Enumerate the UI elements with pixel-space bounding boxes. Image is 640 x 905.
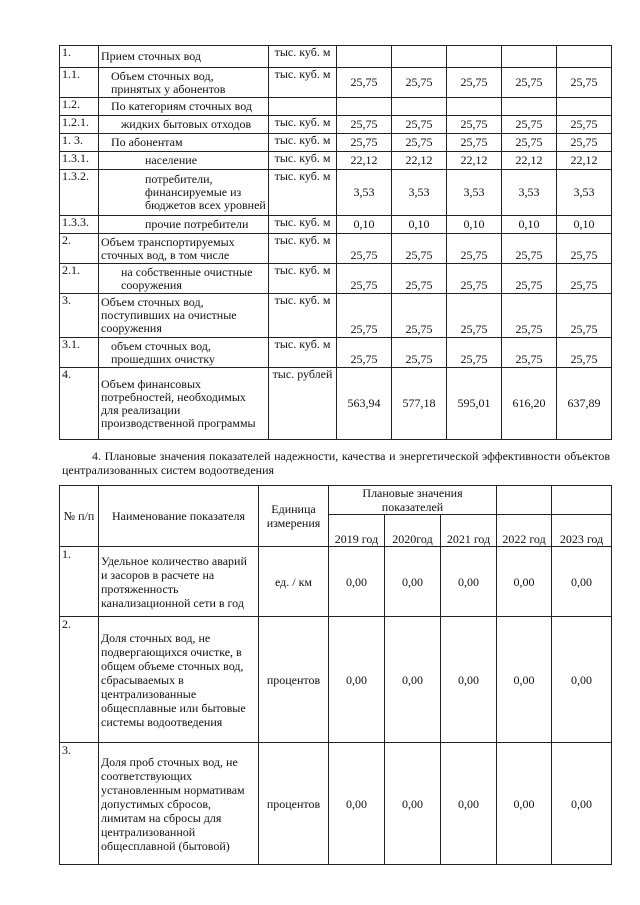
row-name: прочие потребители <box>99 216 269 234</box>
header-year: 2022 год <box>497 515 552 547</box>
row-name: Прием сточных вод <box>99 46 269 68</box>
row-number: 2. <box>60 234 99 264</box>
table-row <box>60 46 612 68</box>
row-value: 25,75 <box>392 234 447 264</box>
row-value: 0,00 <box>441 617 497 743</box>
row-value: 0,00 <box>441 547 497 617</box>
row-name: Доля проб сточных вод, не соответствующих установленным нормативам допустимых сбросов, лимитам на сбросы для централизованной общесплавной (бытовой) <box>99 743 259 865</box>
row-unit: тыс. куб. м <box>269 134 337 152</box>
table-row <box>60 617 612 743</box>
row-value: 22,12 <box>502 152 557 170</box>
row-value: 25,75 <box>557 116 612 134</box>
header-year: 2020год <box>385 515 441 547</box>
row-value: 25,75 <box>337 338 392 368</box>
row-value: 25,75 <box>447 234 502 264</box>
row-value <box>502 46 557 68</box>
row-value: 25,75 <box>502 338 557 368</box>
row-name: население <box>99 152 269 170</box>
row-value: 25,75 <box>447 338 502 368</box>
row-value: 22,12 <box>337 152 392 170</box>
row-value: 22,12 <box>447 152 502 170</box>
table-row <box>60 170 612 216</box>
row-value: 25,75 <box>502 294 557 338</box>
row-unit: тыс. куб. м <box>269 46 337 68</box>
row-value <box>392 98 447 116</box>
row-value <box>337 98 392 116</box>
row-value: 577,18 <box>392 368 447 440</box>
row-value: 0,00 <box>385 547 441 617</box>
table-row <box>60 116 612 134</box>
row-value: 25,75 <box>557 234 612 264</box>
row-value: 3,53 <box>502 170 557 216</box>
header-num: № п/п <box>60 486 99 547</box>
row-value: 3,53 <box>337 170 392 216</box>
row-name: Доля сточных вод, не подвергающихся очистке, в общем объеме сточных вод, сбрасываемых в централизованные общесплавные или бытовые системы водоотведения <box>99 617 259 743</box>
row-name: По абонентам <box>99 134 269 152</box>
row-value: 25,75 <box>392 134 447 152</box>
row-value: 563,94 <box>337 368 392 440</box>
table-row <box>60 234 612 264</box>
row-unit: тыс. куб. м <box>269 216 337 234</box>
row-value: 25,75 <box>337 68 392 98</box>
row-number: 2.1. <box>60 264 99 294</box>
row-value: 25,75 <box>502 116 557 134</box>
row-value: 0,00 <box>329 743 385 865</box>
row-value: 3,53 <box>557 170 612 216</box>
row-number: 1.2. <box>60 98 99 116</box>
row-value: 0,10 <box>337 216 392 234</box>
row-unit: ед. / км <box>259 547 329 617</box>
row-value <box>447 98 502 116</box>
row-number: 3. <box>60 294 99 338</box>
row-number: 1. <box>60 547 99 617</box>
row-value <box>447 46 502 68</box>
row-value <box>557 46 612 68</box>
row-value: 25,75 <box>557 294 612 338</box>
row-value: 25,75 <box>557 134 612 152</box>
row-value: 22,12 <box>557 152 612 170</box>
table-row <box>60 68 612 98</box>
row-unit: тыс. куб. м <box>269 234 337 264</box>
row-name: потребители, финансируемые из бюджетов всех уровней <box>99 170 269 216</box>
row-unit: процентов <box>259 743 329 865</box>
row-value: 3,53 <box>447 170 502 216</box>
table-row <box>60 264 612 294</box>
row-name: на собственные очистные сооружения <box>99 264 269 294</box>
table-row <box>60 368 612 440</box>
row-unit: тыс. куб. м <box>269 170 337 216</box>
row-value: 25,75 <box>447 68 502 98</box>
row-value: 25,75 <box>392 68 447 98</box>
row-value: 25,75 <box>392 264 447 294</box>
row-value <box>502 98 557 116</box>
row-value: 0,00 <box>385 743 441 865</box>
header-year: 2021 год <box>441 515 497 547</box>
row-unit: тыс. куб. м <box>269 264 337 294</box>
row-value <box>392 46 447 68</box>
row-value: 0,00 <box>552 743 612 865</box>
section-heading: 4. Плановые значения показателей надежности, качества и энергетической эффективности объектов централизованных систем водоотведения <box>62 449 610 477</box>
row-value: 25,75 <box>392 338 447 368</box>
row-value: 22,12 <box>392 152 447 170</box>
production-program-table <box>59 45 612 440</box>
row-name: По категориям сточных вод <box>99 98 269 116</box>
row-value: 0,00 <box>552 547 612 617</box>
table-row <box>60 294 612 338</box>
row-value: 25,75 <box>447 264 502 294</box>
row-number: 1.1. <box>60 68 99 98</box>
row-unit: тыс. рублей <box>269 368 337 440</box>
row-value: 25,75 <box>557 338 612 368</box>
row-unit: процентов <box>259 617 329 743</box>
header-blank <box>497 486 552 515</box>
header-planned-values: Плановые значения показателей <box>329 486 497 515</box>
row-value: 3,53 <box>392 170 447 216</box>
row-value: 25,75 <box>502 234 557 264</box>
table-row <box>60 743 612 865</box>
row-value: 0,00 <box>329 617 385 743</box>
row-value: 0,10 <box>557 216 612 234</box>
row-name: Объем финансовых потребностей, необходимых для реализации производственной программы <box>99 368 269 440</box>
row-number: 1.3.1. <box>60 152 99 170</box>
row-value: 25,75 <box>392 294 447 338</box>
row-number: 1.3.2. <box>60 170 99 216</box>
header-unit: Единица измерения <box>259 486 329 547</box>
row-number: 2. <box>60 617 99 743</box>
table-row <box>60 152 612 170</box>
row-value: 0,10 <box>447 216 502 234</box>
table-row <box>60 338 612 368</box>
row-value: 25,75 <box>447 134 502 152</box>
row-unit: тыс. куб. м <box>269 116 337 134</box>
row-unit: тыс. куб. м <box>269 68 337 98</box>
row-value: 0,00 <box>497 743 552 865</box>
row-value: 0,00 <box>552 617 612 743</box>
row-number: 1.2.1. <box>60 116 99 134</box>
row-value: 25,75 <box>337 234 392 264</box>
table-row <box>60 134 612 152</box>
row-value: 0,00 <box>329 547 385 617</box>
row-name: Объем транспортируемых сточных вод, в том числе <box>99 234 269 264</box>
row-name: Удельное количество аварий и засоров в расчете на протяженность канализационной сети в год <box>99 547 259 617</box>
row-unit: тыс. куб. м <box>269 338 337 368</box>
row-number: 1.3.3. <box>60 216 99 234</box>
row-value: 25,75 <box>502 264 557 294</box>
row-number: 4. <box>60 368 99 440</box>
header-name: Наименование показателя <box>99 486 259 547</box>
row-value: 25,75 <box>557 68 612 98</box>
row-name: объем сточных вод, прошедших очистку <box>99 338 269 368</box>
row-unit: тыс. куб. м <box>269 152 337 170</box>
row-value: 0,00 <box>441 743 497 865</box>
row-value: 25,75 <box>337 116 392 134</box>
row-value: 0,00 <box>497 617 552 743</box>
row-value <box>557 98 612 116</box>
row-name: Объем сточных вод, принятых у абонентов <box>99 68 269 98</box>
row-name: жидких бытовых отходов <box>99 116 269 134</box>
row-value: 25,75 <box>447 116 502 134</box>
table-row <box>60 98 612 116</box>
header-blank <box>552 486 612 515</box>
header-year: 2023 год <box>552 515 612 547</box>
row-value: 25,75 <box>337 294 392 338</box>
row-value: 595,01 <box>447 368 502 440</box>
row-value: 25,75 <box>502 134 557 152</box>
row-value: 637,89 <box>557 368 612 440</box>
table-row <box>60 216 612 234</box>
table-row <box>60 547 612 617</box>
row-value: 0,00 <box>497 547 552 617</box>
indicators-table <box>59 485 612 865</box>
row-name: Объем сточных вод, поступивших на очистные сооружения <box>99 294 269 338</box>
row-value: 25,75 <box>392 116 447 134</box>
row-value <box>337 46 392 68</box>
row-value: 25,75 <box>447 294 502 338</box>
row-number: 1. <box>60 46 99 68</box>
header-year: 2019 год <box>329 515 385 547</box>
row-value: 0,10 <box>502 216 557 234</box>
row-number: 1. 3. <box>60 134 99 152</box>
row-unit <box>269 98 337 116</box>
row-value: 0,10 <box>392 216 447 234</box>
row-value: 616,20 <box>502 368 557 440</box>
row-unit: тыс. куб. м <box>269 294 337 338</box>
row-number: 3.1. <box>60 338 99 368</box>
row-value: 25,75 <box>502 68 557 98</box>
row-value: 25,75 <box>337 134 392 152</box>
row-number: 3. <box>60 743 99 865</box>
row-value: 25,75 <box>337 264 392 294</box>
row-value: 0,00 <box>385 617 441 743</box>
row-value: 25,75 <box>557 264 612 294</box>
